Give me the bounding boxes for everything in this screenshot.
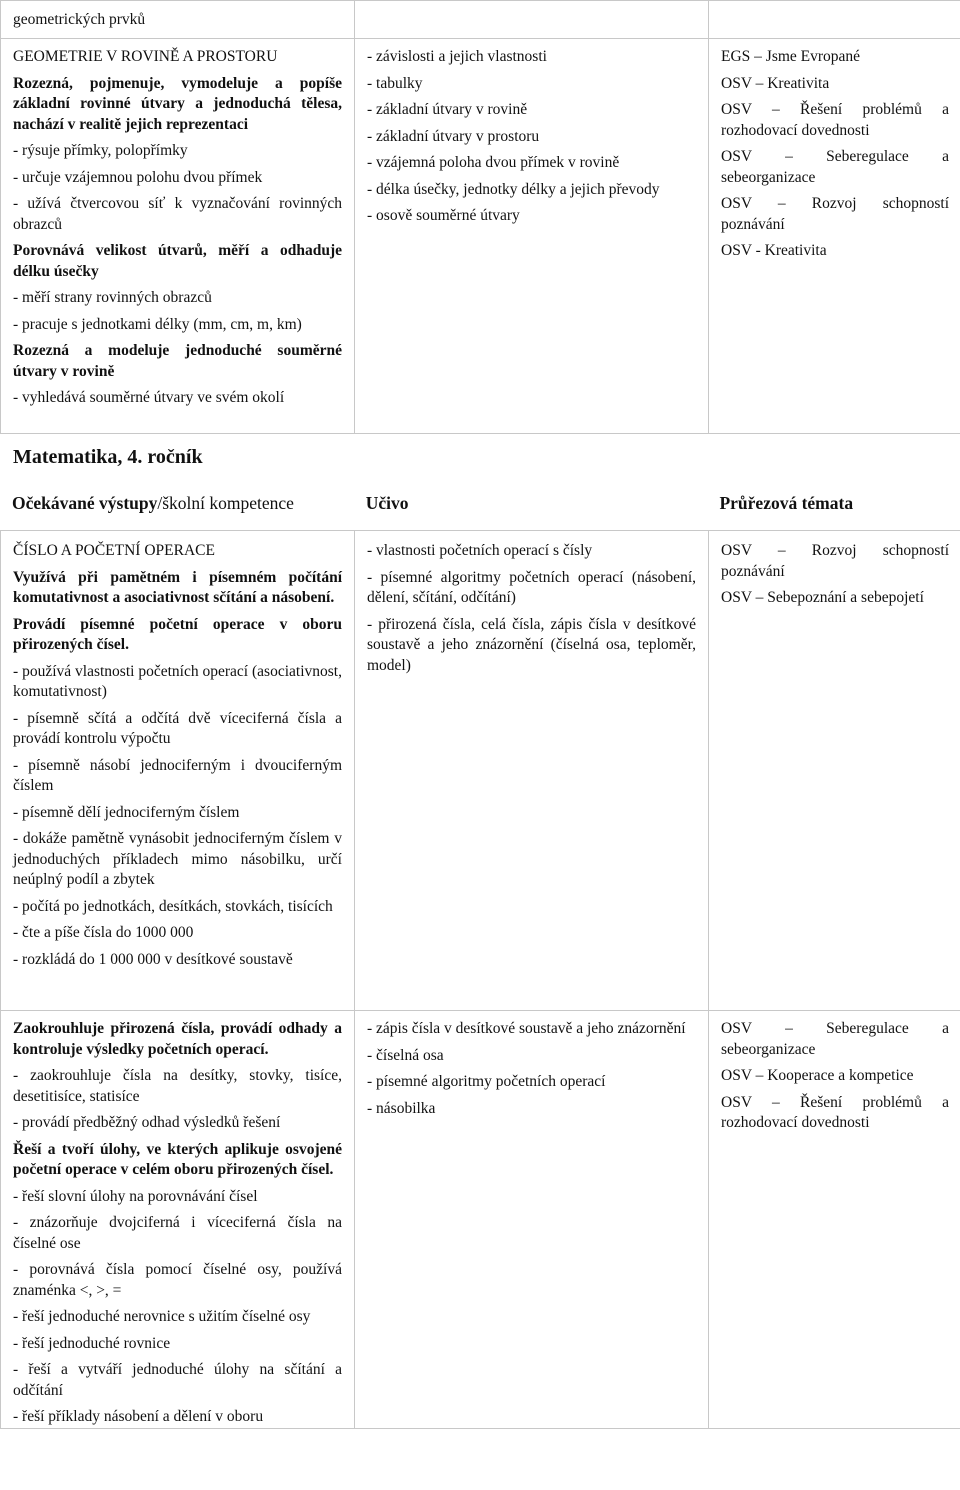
competence-heading: Rozezná, pojmenuje, vymodeluje a popíše základní rovinné útvary a jednoduchá tělesa, nachází v realitě jejich reprezentaci	[13, 74, 342, 133]
output-item: - řeší a vytváří jednoduché úlohy na sčítání a odčítání	[13, 1361, 342, 1399]
curriculum-item: - vzájemná poloha dvou přímek v rovině	[367, 154, 620, 171]
output-item: - určuje vzájemnou polohu dvou přímek	[13, 168, 263, 186]
output-item: ČÍSLO A POČETNÍ OPERACE	[13, 542, 215, 559]
output-item: - řeší jednoduché rovnice	[13, 1334, 171, 1352]
theme-item: OSV – Rozvoj schopností poznávání	[721, 542, 949, 580]
competence-heading: Provádí písemné početní operace v oboru přirozených čísel.	[13, 615, 342, 653]
curriculum-item: - vlastnosti početních operací s čísly	[367, 542, 593, 559]
output-item: - řeší příklady násobení a dělení v oboru	[13, 1408, 264, 1425]
row2-themes	[709, 1011, 960, 1429]
row1-outputs	[1, 531, 355, 1011]
top-row2-curriculum	[355, 39, 709, 434]
curriculum-item: - číselná osa	[367, 1046, 444, 1064]
output-item: - užívá čtvercovou síť k vyznačování rovinných obrazců	[13, 195, 342, 233]
theme-item: OSV - Kreativita	[721, 242, 827, 259]
output-item: - vyhledává souměrné útvary ve svém okolí	[13, 389, 285, 406]
top-row2-outputs	[1, 39, 355, 434]
curriculum-item: - závislosti a jejich vlastnosti	[367, 48, 547, 65]
competence-heading: Řeší a tvoří úlohy, ve kterých aplikuje osvojené početní operace v celém oboru přirozených čísel.	[13, 1140, 342, 1178]
main-table	[0, 530, 960, 1429]
top-row2-themes	[709, 39, 960, 434]
theme-item: OSV – Seberegulace a sebeorganizace	[721, 148, 949, 186]
header-outputs-bold: Očekávané výstupy	[12, 492, 158, 513]
curriculum-item: - písemné algoritmy početních operací (násobení, dělení, sčítání, odčítání)	[367, 568, 696, 606]
output-item: - používá vlastnosti početních operací (asociativnost, komutativnost)	[13, 662, 342, 700]
row2-curriculum	[355, 1011, 709, 1429]
competence-heading: Porovnává velikost útvarů, měří a odhaduje délku úsečky	[13, 242, 342, 280]
curriculum-item: - délka úsečky, jednotky délky a jejich převody	[367, 180, 660, 198]
output-item: - znázorňuje dvojciferná i víceciferná čísla na číselné ose	[13, 1214, 342, 1252]
output-item: - řeší slovní úlohy na porovnávání čísel	[13, 1187, 258, 1205]
output-item: - písemně násobí jednociferným i dvouciferným číslem	[13, 756, 342, 794]
theme-item: OSV – Seberegulace a sebeorganizace	[721, 1020, 949, 1058]
top-row1-col1: geometrických prvků	[1, 1, 355, 39]
competence-heading: Rozezná a modeluje jednoduché souměrné útvary v rovině	[13, 342, 342, 380]
output-item: - počítá po jednotkách, desítkách, stovkách, tisících	[13, 897, 333, 915]
curriculum-item: - základní útvary v rovině	[367, 101, 528, 118]
output-item: - písemně sčítá a odčítá dvě víceciferná čísla a provádí kontrolu výpočtu	[13, 709, 342, 747]
row1-themes	[709, 531, 960, 1011]
row2-outputs	[1, 1011, 355, 1429]
theme-item: OSV – Kreativita	[721, 74, 830, 92]
output-item: - písemně dělí jednociferným číslem	[13, 803, 240, 821]
output-item: - řeší jednoduché nerovnice s užitím číselné osy	[13, 1308, 311, 1325]
header-curriculum: Učivo	[365, 492, 409, 513]
top-row1-col2	[355, 1, 709, 39]
curriculum-item: - písemné algoritmy početních operací	[367, 1073, 606, 1090]
row1-curriculum	[355, 531, 709, 1011]
theme-item: OSV – Kooperace a kompetice	[721, 1067, 914, 1084]
theme-item: OSV – Řešení problémů a rozhodovací dovednosti	[721, 101, 949, 139]
output-item: GEOMETRIE V ROVINĚ A PROSTORU	[13, 48, 278, 65]
theme-item: OSV – Řešení problémů a rozhodovací dovednosti	[721, 1093, 949, 1131]
top-row1-col3	[709, 1, 960, 39]
theme-item: EGS – Jsme Evropané	[721, 48, 861, 65]
header-outputs	[0, 488, 354, 518]
output-item: - dokáže pamětně vynásobit jednociferným číslem v jednoduchých příkladech mimo násobilku, určí neúplný podíl a zbytek	[13, 830, 342, 888]
output-item: - zaokrouhluje čísla na desítky, stovky, tisíce, desetitisíce, statisíce	[13, 1067, 342, 1105]
top-table	[0, 0, 960, 434]
curriculum-item: - násobilka	[367, 1099, 436, 1117]
output-item: - rozkládá do 1 000 000 v desítkové soustavě	[13, 950, 293, 968]
curriculum-item: - přirozená čísla, celá čísla, zápis čísla v desítkové soustavě a jeho znázornění (číselná osa, teploměr, model)	[367, 615, 696, 674]
theme-item: OSV – Rozvoj schopností poznávání	[721, 195, 949, 233]
curriculum-item: - tabulky	[367, 74, 423, 92]
section-title: Matematika, 4. ročník	[13, 446, 203, 468]
competence-heading: Využívá při pamětném i písemném počítání komutativnost a asociativnost sčítání a násobení.	[13, 568, 342, 606]
header-themes: Průřezová témata	[719, 492, 854, 513]
curriculum-item: - základní útvary v prostoru	[367, 127, 540, 145]
output-item: - měří strany rovinných obrazců	[13, 289, 212, 306]
curriculum-item: - zápis čísla v desítkové soustavě a jeho znázornění	[367, 1020, 686, 1037]
theme-item: OSV – Sebepoznání a sebepojetí	[721, 589, 924, 606]
output-item: - čte a píše čísla do 1000 000	[13, 924, 194, 941]
header-outputs-rest: /školní kompetence	[157, 492, 294, 513]
competence-heading: Zaokrouhluje přirozená čísla, provádí odhady a kontroluje výsledky početních operací.	[13, 1020, 342, 1058]
curriculum-item: - osově souměrné útvary	[367, 207, 520, 224]
output-item: - pracuje s jednotkami délky (mm, cm, m, km)	[13, 315, 302, 333]
output-item: - rýsuje přímky, polopřímky	[13, 142, 188, 159]
output-item: - porovnává čísla pomocí číselné osy, používá znaménka <, >, =	[13, 1261, 342, 1299]
table-header	[0, 488, 960, 518]
output-item: - provádí předběžný odhad výsledků řešení	[13, 1114, 281, 1131]
